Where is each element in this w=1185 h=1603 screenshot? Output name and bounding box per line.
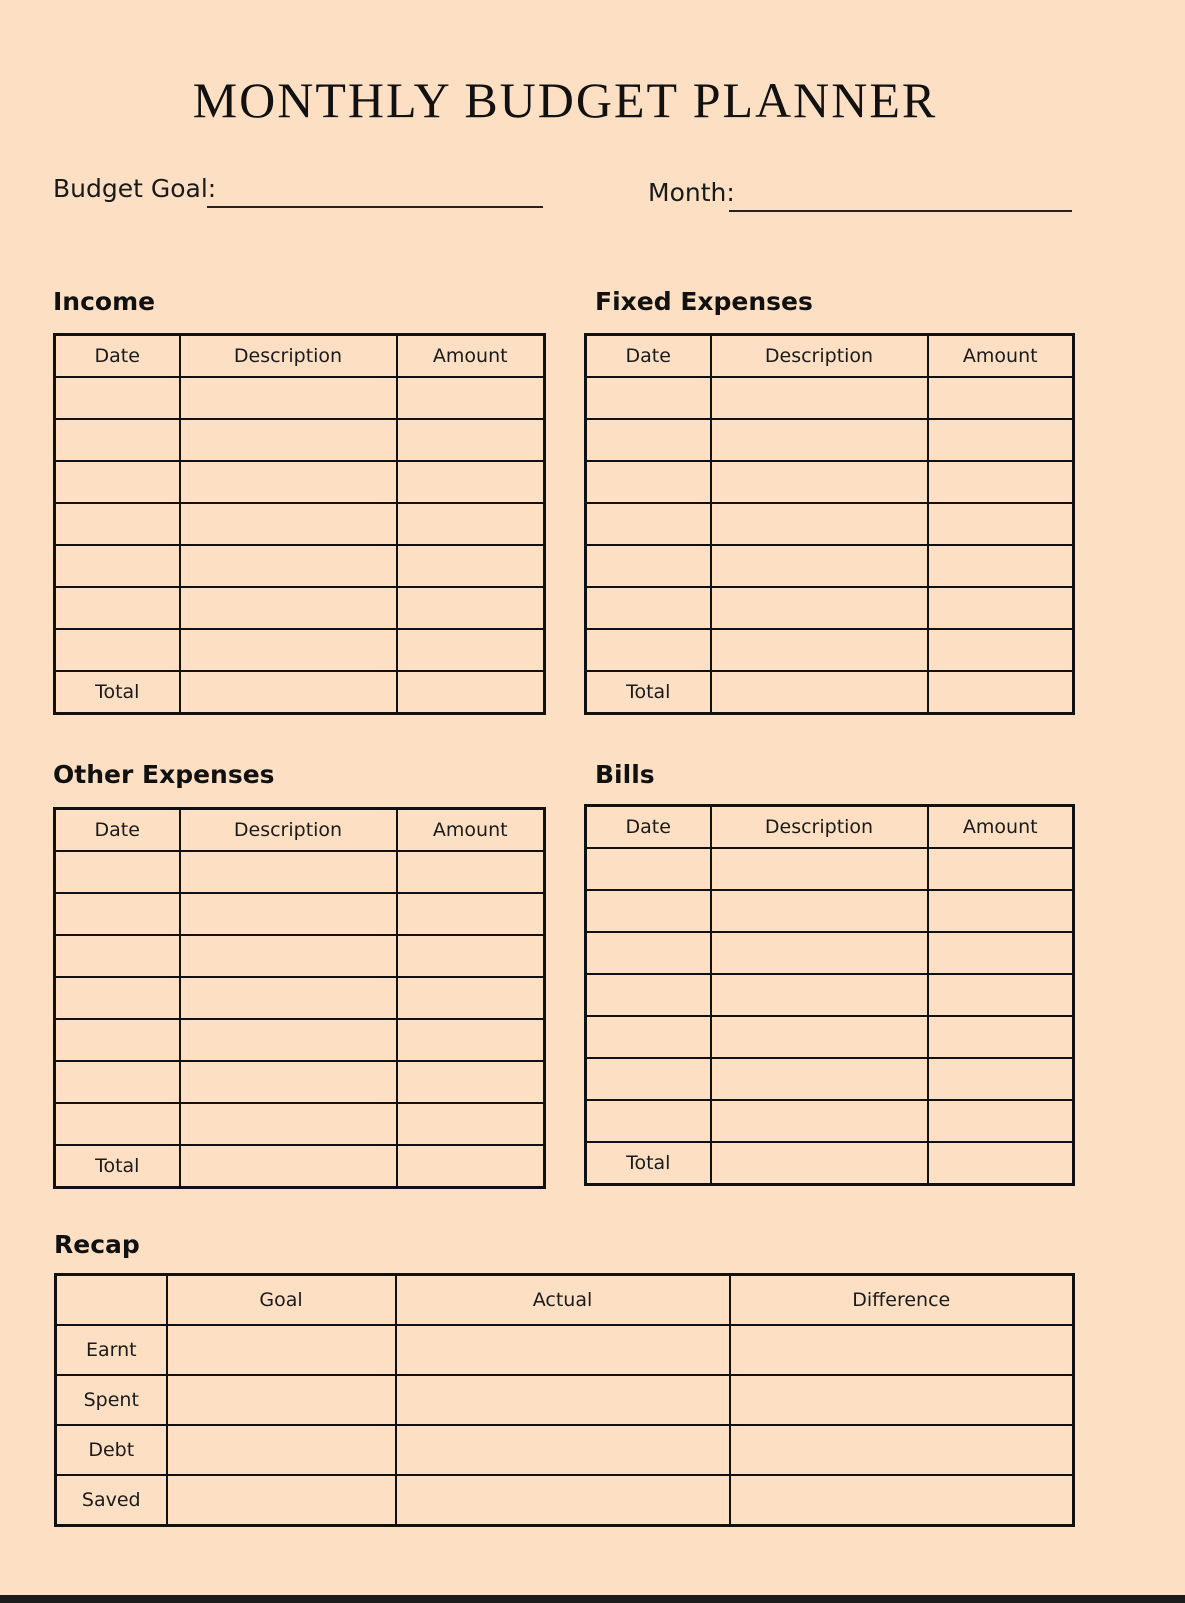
amount-cell[interactable]	[397, 1103, 545, 1145]
date-cell[interactable]	[55, 461, 180, 503]
recap-goal-cell[interactable]	[167, 1425, 396, 1475]
total-row	[55, 671, 545, 714]
amount-cell[interactable]	[928, 932, 1074, 974]
amount-cell[interactable]	[928, 503, 1074, 545]
table-row	[586, 974, 1074, 1016]
table-header-row	[586, 806, 1074, 849]
date-cell[interactable]	[55, 503, 180, 545]
amount-cell[interactable]	[397, 587, 545, 629]
recap-difference-cell[interactable]	[730, 1475, 1074, 1526]
table-row	[55, 1061, 545, 1103]
date-cell[interactable]	[55, 851, 180, 893]
table-row	[586, 545, 1074, 587]
description-cell[interactable]	[711, 932, 928, 974]
date-column-header: Date	[55, 809, 180, 852]
recap-table	[54, 1273, 1075, 1527]
description-cell[interactable]	[180, 503, 397, 545]
date-cell[interactable]	[586, 461, 711, 503]
recap-goal-cell[interactable]	[167, 1475, 396, 1526]
total-label: Total	[55, 1145, 180, 1188]
table-row	[586, 461, 1074, 503]
month-label: Month:	[648, 178, 735, 207]
recap-goal-cell[interactable]	[167, 1325, 396, 1375]
table-row	[586, 932, 1074, 974]
recap-row-label: Spent	[56, 1375, 167, 1425]
amount-cell[interactable]	[397, 935, 545, 977]
total-description-cell[interactable]	[180, 671, 397, 714]
recap-row-label: Saved	[56, 1475, 167, 1526]
budget-goal-field[interactable]	[207, 206, 543, 208]
date-column-header: Date	[586, 806, 711, 849]
fixed-expenses-section-title: Fixed Expenses	[595, 287, 813, 316]
description-cell[interactable]	[180, 935, 397, 977]
amount-cell[interactable]	[397, 893, 545, 935]
date-cell[interactable]	[55, 1061, 180, 1103]
description-cell[interactable]	[180, 977, 397, 1019]
total-row	[55, 1145, 545, 1188]
total-label: Total	[586, 671, 711, 714]
amount-column-header: Amount	[397, 809, 545, 852]
date-cell[interactable]	[586, 377, 711, 419]
recap-row-debt	[56, 1425, 1074, 1475]
table-row	[55, 545, 545, 587]
recap-section-title: Recap	[54, 1230, 140, 1259]
description-cell[interactable]	[180, 893, 397, 935]
description-cell[interactable]	[711, 890, 928, 932]
table-row	[55, 851, 545, 893]
date-cell[interactable]	[586, 419, 711, 461]
table-row	[55, 935, 545, 977]
recap-table-body	[56, 1275, 1074, 1526]
table-body	[586, 806, 1074, 1185]
date-cell[interactable]	[55, 545, 180, 587]
description-cell[interactable]	[711, 419, 928, 461]
recap-row-saved	[56, 1475, 1074, 1526]
description-cell[interactable]	[711, 1058, 928, 1100]
date-cell[interactable]	[55, 419, 180, 461]
total-amount-cell[interactable]	[928, 671, 1074, 714]
recap-actual-cell[interactable]	[396, 1375, 730, 1425]
recap-row-earnt	[56, 1325, 1074, 1375]
bills-section-title: Bills	[595, 760, 655, 789]
table-row	[55, 461, 545, 503]
date-cell[interactable]	[586, 629, 711, 671]
description-cell[interactable]	[711, 1016, 928, 1058]
description-column-header: Description	[180, 335, 397, 378]
description-cell[interactable]	[180, 587, 397, 629]
recap-row-spent	[56, 1375, 1074, 1425]
total-row	[586, 1142, 1074, 1185]
recap-actual-cell[interactable]	[396, 1475, 730, 1526]
recap-corner-cell	[56, 1275, 167, 1326]
table-row	[586, 503, 1074, 545]
description-cell[interactable]	[711, 587, 928, 629]
recap-row-label: Debt	[56, 1425, 167, 1475]
total-row	[586, 671, 1074, 714]
table-row	[586, 848, 1074, 890]
table-row	[55, 1019, 545, 1061]
date-column-header: Date	[586, 335, 711, 378]
amount-cell[interactable]	[928, 848, 1074, 890]
date-cell[interactable]	[55, 1019, 180, 1061]
table-row	[586, 1016, 1074, 1058]
amount-cell[interactable]	[928, 629, 1074, 671]
total-description-cell[interactable]	[711, 1142, 928, 1185]
table-row	[55, 893, 545, 935]
description-cell[interactable]	[711, 377, 928, 419]
total-description-cell[interactable]	[180, 1145, 397, 1188]
bills-table	[584, 804, 1075, 1186]
income-table	[53, 333, 546, 715]
amount-cell[interactable]	[397, 1061, 545, 1103]
amount-cell[interactable]	[397, 977, 545, 1019]
amount-cell[interactable]	[928, 545, 1074, 587]
recap-actual-cell[interactable]	[396, 1425, 730, 1475]
date-cell[interactable]	[55, 629, 180, 671]
description-cell[interactable]	[180, 545, 397, 587]
table-body	[55, 335, 545, 714]
date-cell[interactable]	[586, 974, 711, 1016]
date-cell[interactable]	[55, 935, 180, 977]
total-label: Total	[55, 671, 180, 714]
recap-actual-cell[interactable]	[396, 1325, 730, 1375]
table-row	[586, 1058, 1074, 1100]
recap-goal-cell[interactable]	[167, 1375, 396, 1425]
table-row	[55, 503, 545, 545]
description-cell[interactable]	[180, 419, 397, 461]
table-row	[55, 377, 545, 419]
recap-difference-cell[interactable]	[730, 1325, 1074, 1375]
date-cell[interactable]	[586, 1016, 711, 1058]
date-cell[interactable]	[586, 587, 711, 629]
description-cell[interactable]	[180, 851, 397, 893]
amount-cell[interactable]	[928, 419, 1074, 461]
table-row	[586, 890, 1074, 932]
description-cell[interactable]	[180, 1019, 397, 1061]
amount-cell[interactable]	[928, 1016, 1074, 1058]
description-cell[interactable]	[711, 848, 928, 890]
total-description-cell[interactable]	[711, 671, 928, 714]
amount-cell[interactable]	[928, 1100, 1074, 1142]
table-row	[55, 419, 545, 461]
description-cell[interactable]	[180, 1103, 397, 1145]
amount-cell[interactable]	[397, 503, 545, 545]
table-header-row	[586, 335, 1074, 378]
recap-row-label: Earnt	[56, 1325, 167, 1375]
table-row	[586, 629, 1074, 671]
table-row	[55, 629, 545, 671]
total-label: Total	[586, 1142, 711, 1185]
amount-cell[interactable]	[928, 974, 1074, 1016]
date-cell[interactable]	[55, 1103, 180, 1145]
amount-cell[interactable]	[928, 461, 1074, 503]
table-row	[586, 419, 1074, 461]
description-column-header: Description	[711, 806, 928, 849]
fixed-expenses-table	[584, 333, 1075, 715]
description-column-header: Description	[711, 335, 928, 378]
table-header-row	[55, 809, 545, 852]
date-cell[interactable]	[586, 1100, 711, 1142]
description-cell[interactable]	[711, 503, 928, 545]
amount-cell[interactable]	[397, 377, 545, 419]
amount-cell[interactable]	[928, 1058, 1074, 1100]
amount-cell[interactable]	[928, 587, 1074, 629]
description-cell[interactable]	[711, 461, 928, 503]
amount-cell[interactable]	[397, 1019, 545, 1061]
income-section-title: Income	[53, 287, 156, 316]
month-field[interactable]	[729, 210, 1072, 212]
table-row	[55, 977, 545, 1019]
date-cell[interactable]	[586, 503, 711, 545]
recap-column-header-difference: Difference	[730, 1275, 1074, 1326]
date-cell[interactable]	[55, 587, 180, 629]
description-cell[interactable]	[180, 629, 397, 671]
recap-column-header-goal: Goal	[167, 1275, 396, 1326]
recap-header-row	[56, 1275, 1074, 1326]
amount-column-header: Amount	[928, 335, 1074, 378]
total-amount-cell[interactable]	[397, 671, 545, 714]
date-cell[interactable]	[55, 893, 180, 935]
other-expenses-section-title: Other Expenses	[53, 760, 275, 789]
recap-difference-cell[interactable]	[730, 1375, 1074, 1425]
table-row	[55, 1103, 545, 1145]
budget-goal-label: Budget Goal:	[53, 174, 217, 203]
date-cell[interactable]	[55, 977, 180, 1019]
description-column-header: Description	[180, 809, 397, 852]
description-cell[interactable]	[711, 545, 928, 587]
total-amount-cell[interactable]	[397, 1145, 545, 1188]
amount-cell[interactable]	[397, 629, 545, 671]
total-amount-cell[interactable]	[928, 1142, 1074, 1185]
description-cell[interactable]	[180, 1061, 397, 1103]
amount-cell[interactable]	[928, 890, 1074, 932]
table-header-row	[55, 335, 545, 378]
recap-column-header-actual: Actual	[396, 1275, 730, 1326]
amount-cell[interactable]	[928, 377, 1074, 419]
page-title: MONTHLY BUDGET PLANNER	[192, 72, 938, 128]
amount-column-header: Amount	[928, 806, 1074, 849]
amount-cell[interactable]	[397, 419, 545, 461]
date-column-header: Date	[55, 335, 180, 378]
amount-cell[interactable]	[397, 461, 545, 503]
recap-difference-cell[interactable]	[730, 1425, 1074, 1475]
table-body	[55, 809, 545, 1188]
footer-bar	[0, 1595, 1185, 1603]
date-cell[interactable]	[586, 890, 711, 932]
table-row	[586, 1100, 1074, 1142]
description-cell[interactable]	[180, 377, 397, 419]
table-body	[586, 335, 1074, 714]
description-cell[interactable]	[711, 1100, 928, 1142]
date-cell[interactable]	[586, 932, 711, 974]
amount-column-header: Amount	[397, 335, 545, 378]
description-cell[interactable]	[711, 629, 928, 671]
date-cell[interactable]	[586, 1058, 711, 1100]
other-expenses-table	[53, 807, 546, 1189]
table-row	[586, 377, 1074, 419]
description-cell[interactable]	[711, 974, 928, 1016]
amount-cell[interactable]	[397, 545, 545, 587]
date-cell[interactable]	[586, 848, 711, 890]
date-cell[interactable]	[55, 377, 180, 419]
table-row	[586, 587, 1074, 629]
description-cell[interactable]	[180, 461, 397, 503]
table-row	[55, 587, 545, 629]
amount-cell[interactable]	[397, 851, 545, 893]
date-cell[interactable]	[586, 545, 711, 587]
